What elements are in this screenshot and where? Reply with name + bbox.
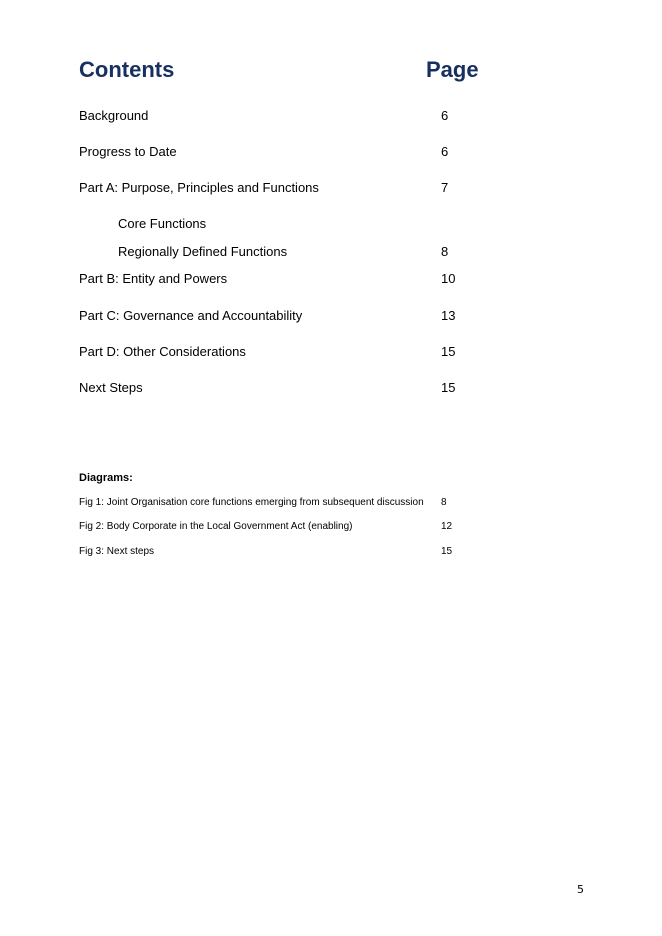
diagrams-heading: Diagrams: bbox=[79, 472, 133, 484]
toc-entry-part-d[interactable] bbox=[0, 343, 662, 361]
toc-entry-page: 13 bbox=[441, 308, 456, 323]
figure-entry-page: 12 bbox=[441, 521, 453, 532]
contents-heading: Contents bbox=[79, 57, 175, 82]
toc-entry-part-a[interactable] bbox=[0, 179, 662, 197]
figure-entry-page: 15 bbox=[441, 546, 453, 557]
toc-entry-title: Progress to Date bbox=[79, 144, 177, 159]
figure-entry-page: 8 bbox=[441, 497, 447, 508]
toc-entry-page: 8 bbox=[441, 244, 449, 259]
toc-entry-regionally-defined-functions[interactable] bbox=[0, 243, 662, 261]
figure-entry-title: Fig 3: Next steps bbox=[79, 546, 155, 557]
toc-entry-title: Part C: Governance and Accountability bbox=[79, 308, 303, 323]
page-number: 5 bbox=[577, 883, 584, 896]
figure-entry-title: Fig 2: Body Corporate in the Local Government Act (enabling) bbox=[79, 521, 353, 532]
toc-entry-title: Regionally Defined Functions bbox=[118, 244, 288, 259]
toc-entry-part-b[interactable] bbox=[0, 270, 662, 288]
toc-entry-title: Next Steps bbox=[79, 380, 143, 395]
toc-entry-title: Part A: Purpose, Principles and Functions bbox=[79, 180, 319, 195]
toc-entry-page: 15 bbox=[441, 344, 456, 359]
page-column-heading: Page bbox=[426, 57, 479, 82]
toc-entry-progress-to-date[interactable] bbox=[0, 143, 662, 161]
toc-entry-title: Part B: Entity and Powers bbox=[79, 271, 228, 286]
figure-entry-fig-2[interactable] bbox=[0, 519, 662, 535]
toc-entry-background[interactable] bbox=[0, 107, 662, 125]
toc-entry-title: Core Functions bbox=[118, 216, 207, 231]
toc-entry-page: 15 bbox=[441, 380, 456, 395]
toc-entry-core-functions[interactable] bbox=[0, 215, 662, 233]
figure-entry-fig-3[interactable] bbox=[0, 544, 662, 560]
toc-entry-next-steps[interactable] bbox=[0, 379, 662, 397]
toc-entry-title: Part D: Other Considerations bbox=[79, 344, 246, 359]
toc-entry-page: 7 bbox=[441, 180, 449, 195]
figure-entry-title: Fig 1: Joint Organisation core functions emerging from subsequent discussion bbox=[79, 497, 424, 508]
toc-entry-part-c[interactable] bbox=[0, 307, 662, 325]
toc-entry-title: Background bbox=[79, 108, 149, 123]
toc-entry-page: 6 bbox=[441, 108, 449, 123]
toc-entry-page: 6 bbox=[441, 144, 449, 159]
figure-entry-fig-1[interactable] bbox=[0, 495, 662, 511]
toc-entry-page: 10 bbox=[441, 271, 456, 286]
